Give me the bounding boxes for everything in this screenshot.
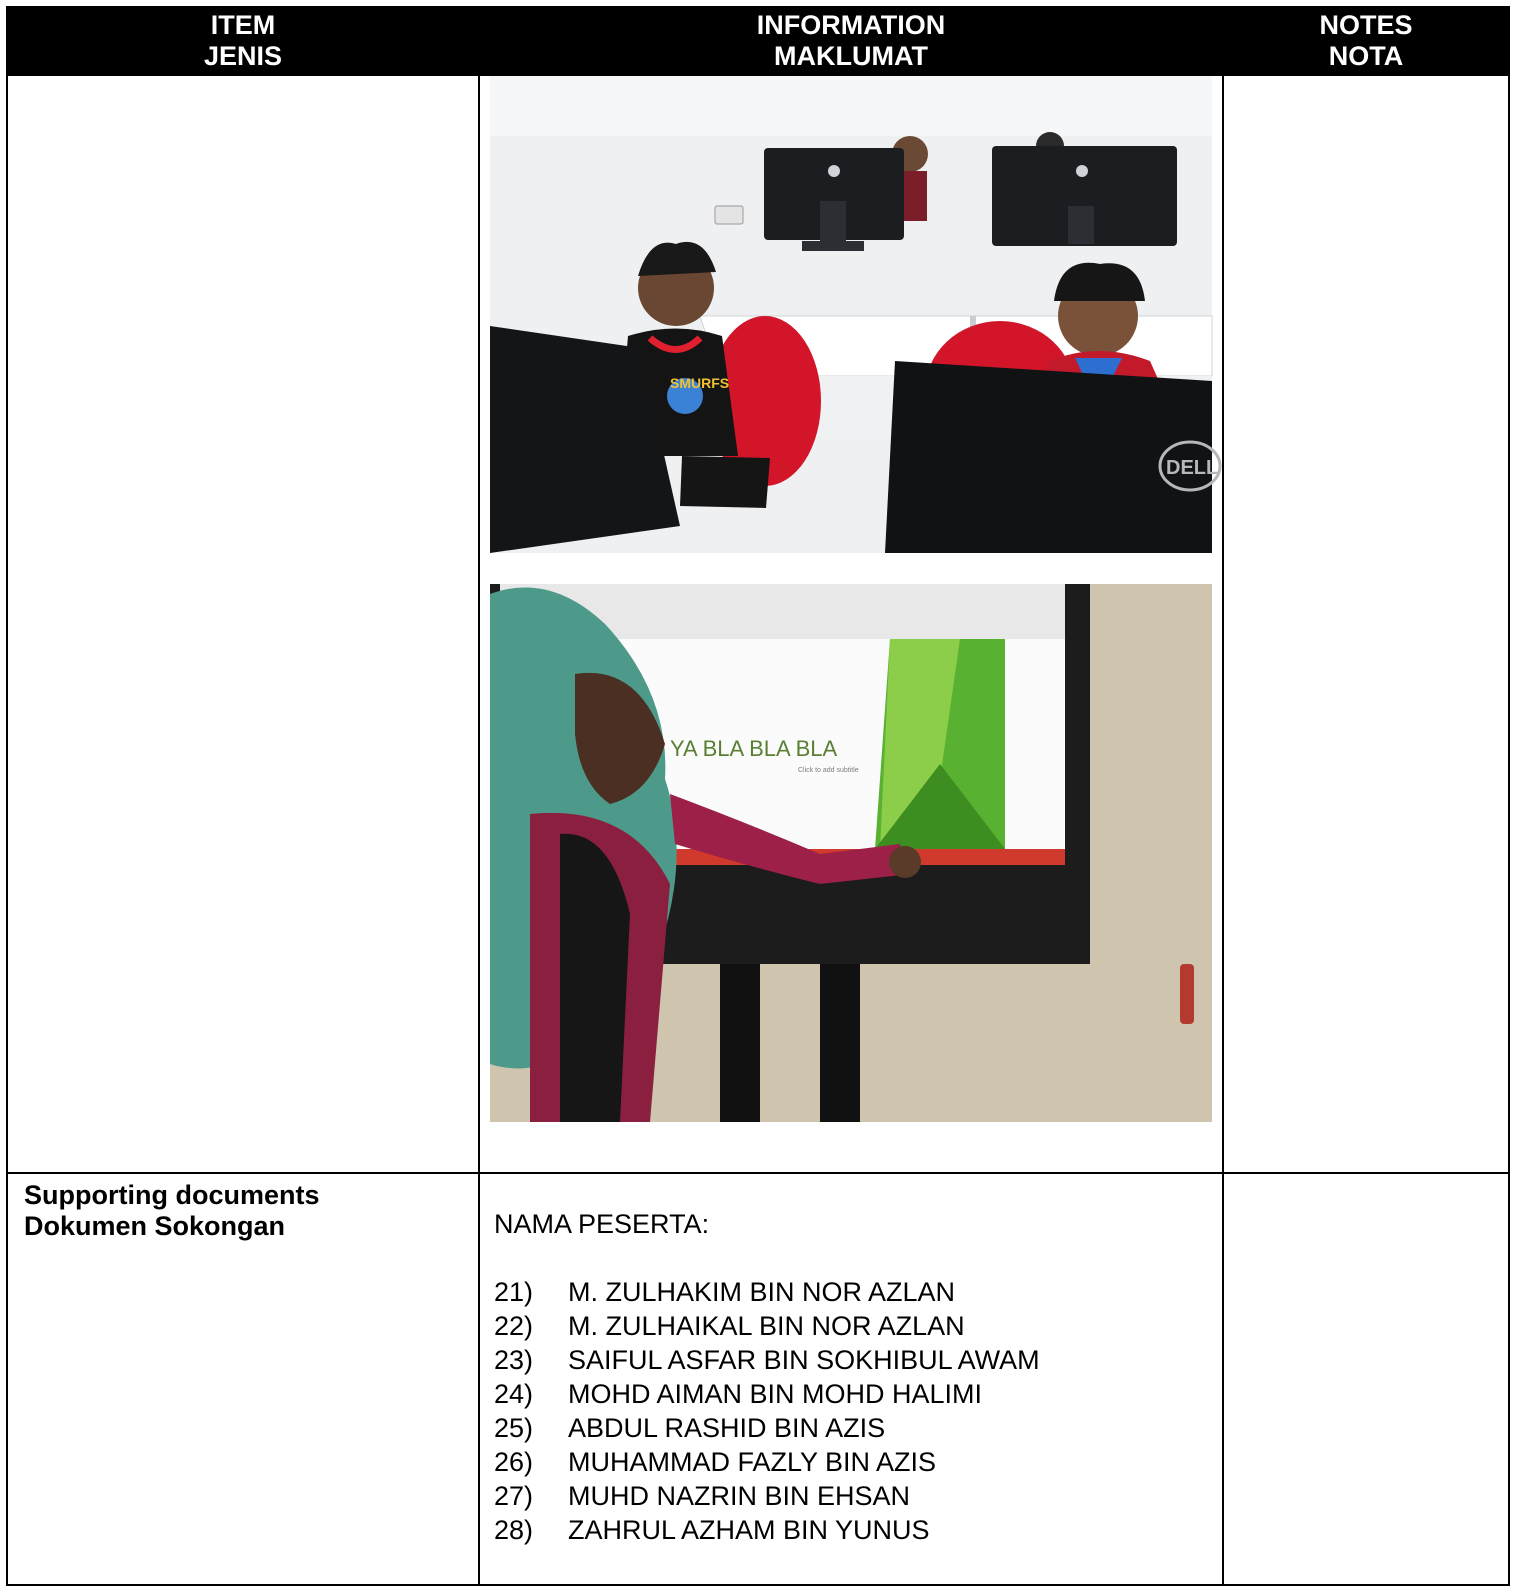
participant-number: 25)	[494, 1413, 534, 1443]
photo-row-notes-cell	[1223, 75, 1509, 1173]
participant-name: SAIFUL ASFAR BIN SOKHIBUL AWAM	[568, 1345, 1040, 1375]
participant-number: 21)	[494, 1277, 534, 1307]
header-info	[479, 7, 1223, 75]
participant-number: 22)	[494, 1311, 534, 1341]
participant-name: M. ZULHAIKAL BIN NOR AZLAN	[568, 1311, 965, 1341]
participant-item	[494, 1309, 1222, 1343]
participant-item	[494, 1377, 1222, 1411]
participant-item	[494, 1411, 1222, 1445]
presentation-photo	[490, 584, 1212, 1122]
participant-number: 23)	[494, 1345, 534, 1375]
participant-number: 27)	[494, 1481, 534, 1511]
supporting-docs-label-en: Supporting documents	[24, 1180, 320, 1210]
header-info-en: INFORMATION	[756, 10, 946, 40]
participant-number: 24)	[494, 1379, 534, 1409]
participant-name: MOHD AIMAN BIN MOHD HALIMI	[568, 1379, 983, 1409]
supporting-docs-row	[7, 1173, 1509, 1585]
slide-subtitle-text: Click to add subtitle	[798, 767, 859, 774]
participant-item	[494, 1275, 1222, 1309]
header-info-ms: MAKLUMAT	[774, 41, 928, 71]
participant-item	[494, 1445, 1222, 1479]
participant-heading: NAMA PESERTA:	[494, 1209, 710, 1239]
classroom-photo	[490, 76, 1219, 553]
participant-section	[480, 1207, 1222, 1547]
header-item	[7, 7, 479, 75]
supporting-docs-item-cell	[7, 1173, 479, 1585]
supporting-docs-label-ms: Dokumen Sokongan	[24, 1211, 286, 1241]
photo-row-item-cell	[7, 75, 479, 1173]
participant-name: MUHD NAZRIN BIN EHSAN	[568, 1481, 911, 1511]
header-notes	[1223, 7, 1509, 75]
header-row	[7, 7, 1509, 75]
supporting-docs-info-cell	[479, 1173, 1223, 1585]
header-notes-en: NOTES	[1319, 10, 1413, 40]
participant-number: 26)	[494, 1447, 534, 1477]
participant-item	[494, 1513, 1222, 1547]
supporting-docs-notes-cell	[1223, 1173, 1509, 1585]
document-table	[6, 6, 1510, 1586]
slide-title-text: YA BLA BLA BLA	[670, 736, 838, 761]
header-notes-ms: NOTA	[1328, 41, 1404, 71]
participant-item	[494, 1479, 1222, 1513]
tshirt-print-text: SMURFS	[670, 375, 730, 391]
monitor-brand-text: DELL	[1166, 457, 1219, 479]
participant-item	[494, 1343, 1222, 1377]
supporting-docs-label	[8, 1174, 478, 1242]
participant-number: 28)	[494, 1515, 534, 1545]
participant-name: M. ZULHAKIM BIN NOR AZLAN	[568, 1277, 956, 1307]
participant-name: MUHAMMAD FAZLY BIN AZIS	[568, 1447, 937, 1477]
header-item-en: ITEM	[210, 10, 276, 40]
participant-list	[494, 1275, 1222, 1547]
photo-row-info-cell	[479, 75, 1223, 1173]
participant-name: ZAHRUL AZHAM BIN YUNUS	[568, 1515, 930, 1545]
participant-name: ABDUL RASHID BIN AZIS	[568, 1413, 886, 1443]
header-item-ms: JENIS	[203, 41, 283, 71]
photo-row	[7, 75, 1509, 1173]
